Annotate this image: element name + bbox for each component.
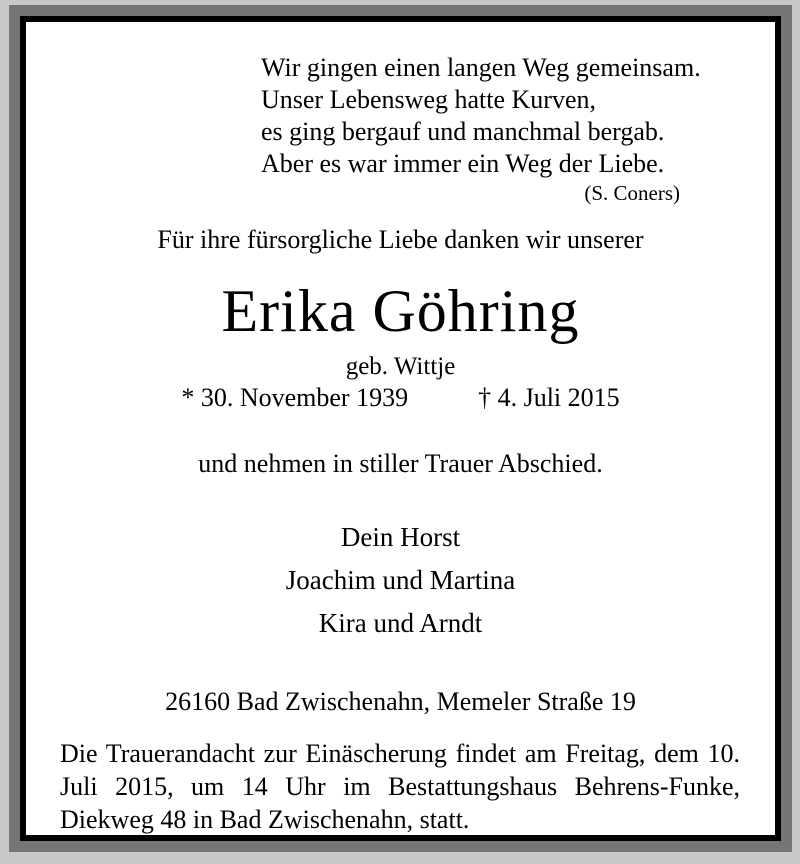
poem-attribution: (S. Coners) — [584, 181, 680, 205]
intro-line: Für ihre fürsorgliche Liebe danken wir unserer — [157, 225, 644, 254]
poem-line: Aber es war immer ein Weg der Liebe. — [261, 149, 665, 178]
poem-line: es ging bergauf und manchmal bergab. — [261, 117, 665, 146]
death-date: † 4. Juli 2015 — [478, 383, 620, 412]
poem-line: Wir gingen einen langen Weg gemeinsam. — [261, 53, 701, 82]
service-details: Die Trauerandacht zur Einäscherung findet am Freitag, dem 10. Juli 2015, um 14 Uhr im Bestattungshaus Behrens-Funke, Diekweg 48 in Bad Zwischenahn, statt. — [60, 739, 740, 834]
farewell-line: und nehmen in stiller Trauer Abschied. — [198, 449, 603, 478]
deceased-name: Erika Göhring — [221, 278, 580, 344]
mourner: Kira und Arndt — [318, 608, 483, 638]
birth-date: * 30. November 1939 — [181, 383, 409, 412]
poem-line: Unser Lebensweg hatte Kurven, — [261, 85, 596, 114]
birth-name: geb. Wittje — [345, 353, 456, 380]
address-line: 26160 Bad Zwischenahn, Memeler Straße 19 — [165, 687, 636, 716]
notice-frame — [9, 5, 792, 852]
mourner: Dein Horst — [340, 522, 461, 552]
obituary-card — [20, 16, 781, 841]
mourners-list — [26, 516, 775, 645]
poem-block — [261, 52, 726, 206]
mourner: Joachim und Martina — [285, 565, 516, 595]
life-dates — [26, 382, 775, 414]
